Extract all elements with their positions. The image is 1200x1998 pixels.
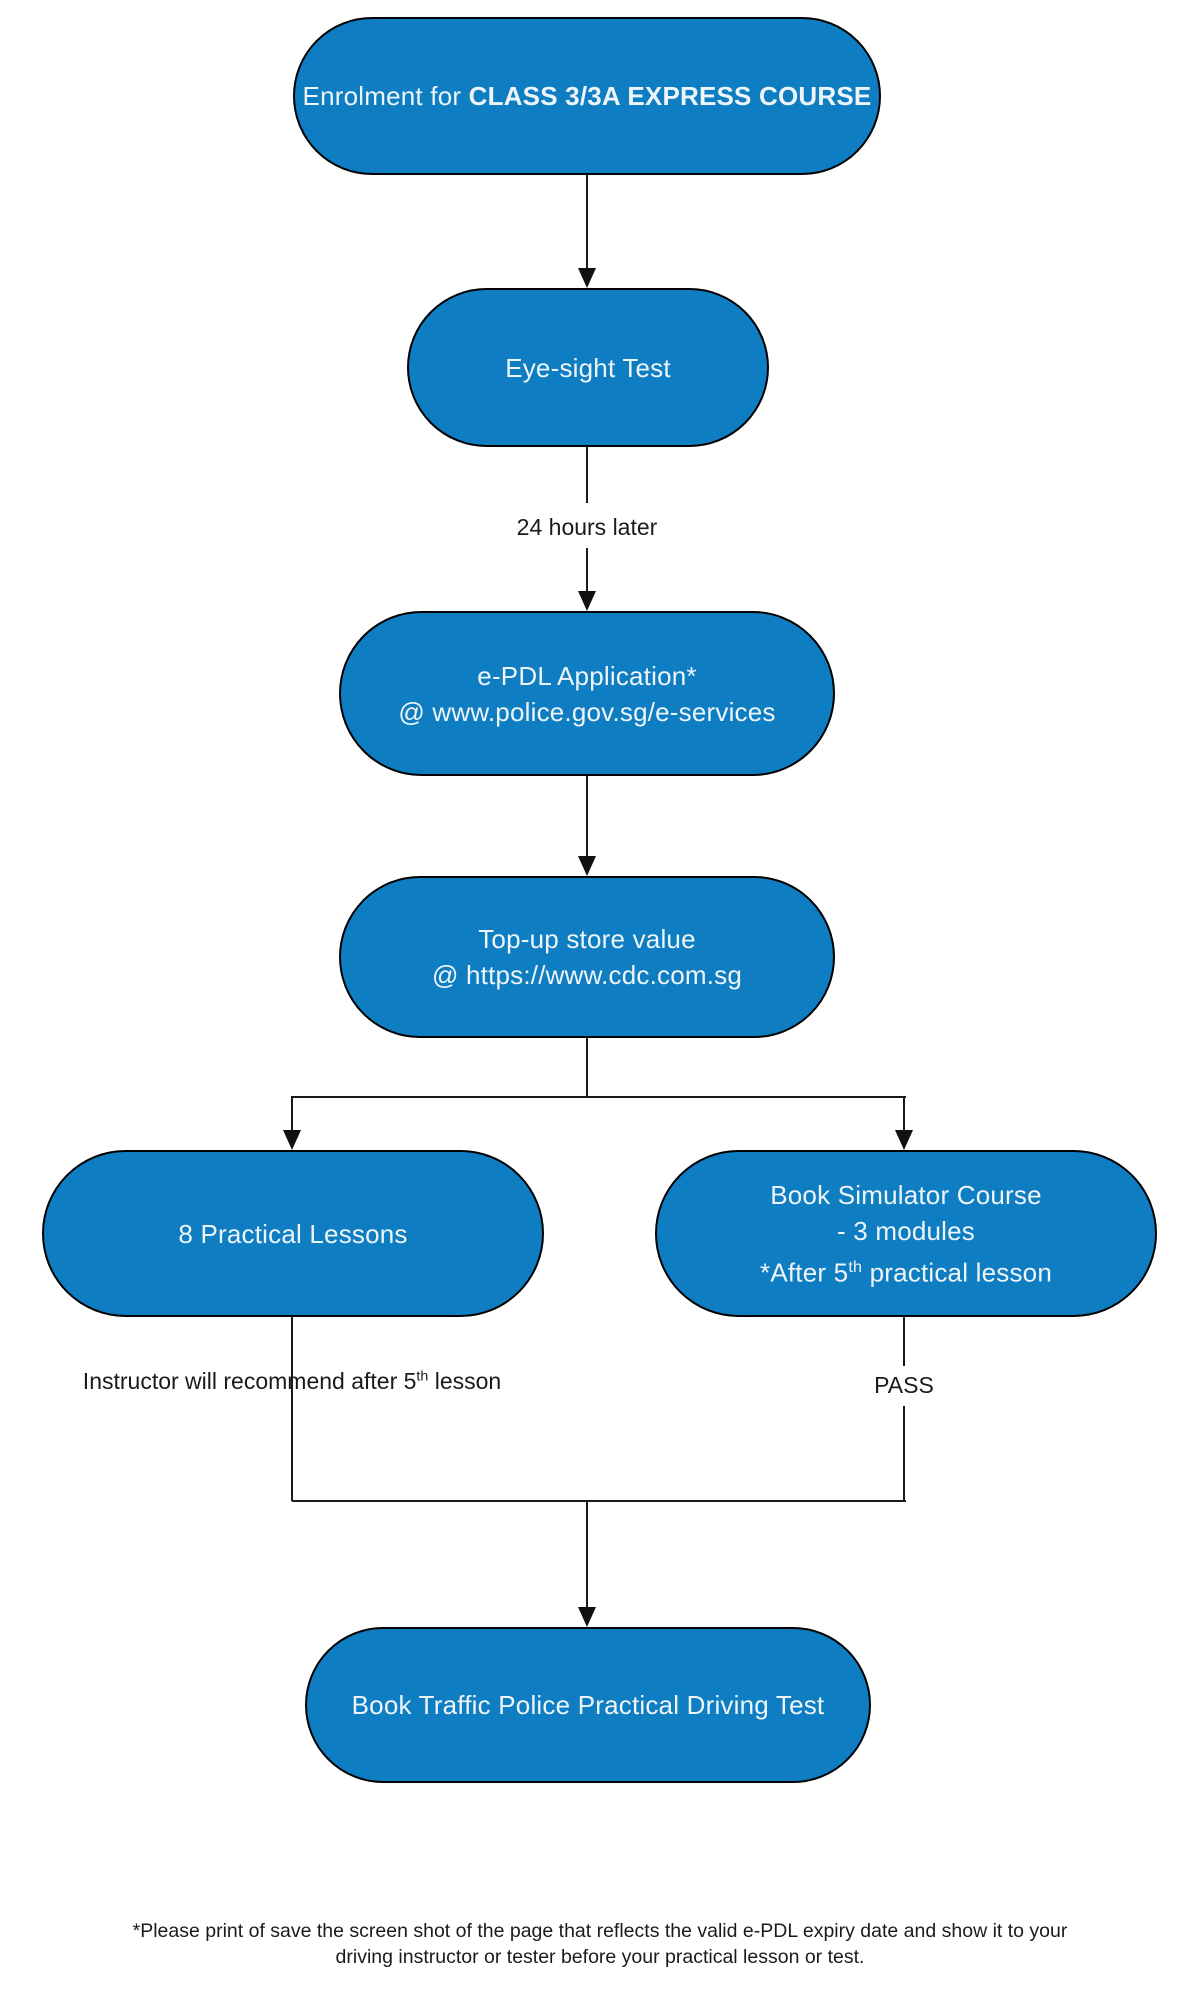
node-practical-lessons [42, 1150, 544, 1317]
connector-simulator-merge-bottom [903, 1406, 905, 1501]
node-enrolment-text-bold: CLASS 3/3A EXPRESS COURSE [468, 81, 872, 111]
node-tp-driving-test [305, 1627, 871, 1783]
node-epdl-line1: e-PDL Application* [477, 660, 697, 691]
node-simulator-course [655, 1150, 1157, 1317]
connector-eyesight-epdl-bottom [586, 548, 588, 591]
node-epdl-line2: @ www.police.gov.sg/e-services [398, 696, 776, 727]
node-tp-driving-test-label: Book Traffic Police Practical Driving Test [351, 1690, 825, 1720]
arrowhead-tptest [578, 1607, 596, 1627]
footnote-line2: driving instructor or tester before your practical lesson or test. [335, 1946, 865, 1968]
node-topup-line2: @ https://www.cdc.com.sg [431, 960, 743, 990]
connector-topup-split [586, 1038, 588, 1098]
connector-simulator-merge-top [903, 1317, 905, 1366]
node-simulator-line3-sup: th [848, 1257, 863, 1276]
edge-label-instructor-suffix: lesson [428, 1368, 502, 1394]
node-simulator-line1: Book Simulator Course [770, 1179, 1042, 1210]
node-practical-label: 8 Practical Lessons [178, 1218, 408, 1249]
arrowhead-eyesight [578, 268, 596, 288]
node-enrolment [293, 17, 881, 175]
split-left-drop [291, 1096, 293, 1132]
edge-label-instructor-prefix: Instructor will recommend after 5 [82, 1368, 417, 1394]
arrowhead-simulator [895, 1130, 913, 1150]
edge-label-pass: PASS [874, 1372, 934, 1398]
footnote [0, 1918, 1200, 1970]
node-simulator-line3 [760, 1249, 1052, 1291]
split-horizontal-line [292, 1096, 906, 1098]
node-epdl-application [339, 611, 835, 776]
node-eyesight-label: Eye-sight Test [505, 352, 671, 383]
node-simulator-line3-suffix: practical lesson [862, 1257, 1052, 1288]
connector-epdl-topup [586, 776, 588, 856]
arrowhead-topup [578, 856, 596, 876]
edge-label-24-hours: 24 hours later [507, 512, 668, 543]
connector-practical-merge [291, 1317, 293, 1501]
split-right-drop [903, 1096, 905, 1132]
connector-enrolment-eyesight [586, 175, 588, 269]
arrowhead-practical [283, 1130, 301, 1150]
edge-label-instructor [83, 1368, 501, 1395]
node-simulator-line3-prefix: *After 5 [760, 1257, 849, 1288]
node-eyesight-test [407, 288, 769, 447]
node-enrolment-text-regular: Enrolment for [302, 81, 469, 111]
edge-label-instructor-sup: th [416, 1368, 429, 1385]
footnote-line1: *Please print of save the screen shot of the page that reflects the valid e-PDL expiry date and show it to your [132, 1920, 1068, 1942]
node-enrolment-label [303, 78, 872, 114]
connector-merge-tptest [586, 1502, 588, 1607]
node-topup-line1: Top-up store value [478, 924, 696, 954]
arrowhead-epdl [578, 591, 596, 611]
node-topup-store-value [339, 876, 835, 1038]
node-simulator-line2: - 3 modules [836, 1215, 976, 1246]
connector-eyesight-epdl-top [586, 447, 588, 503]
merge-horizontal-line [292, 1500, 906, 1502]
